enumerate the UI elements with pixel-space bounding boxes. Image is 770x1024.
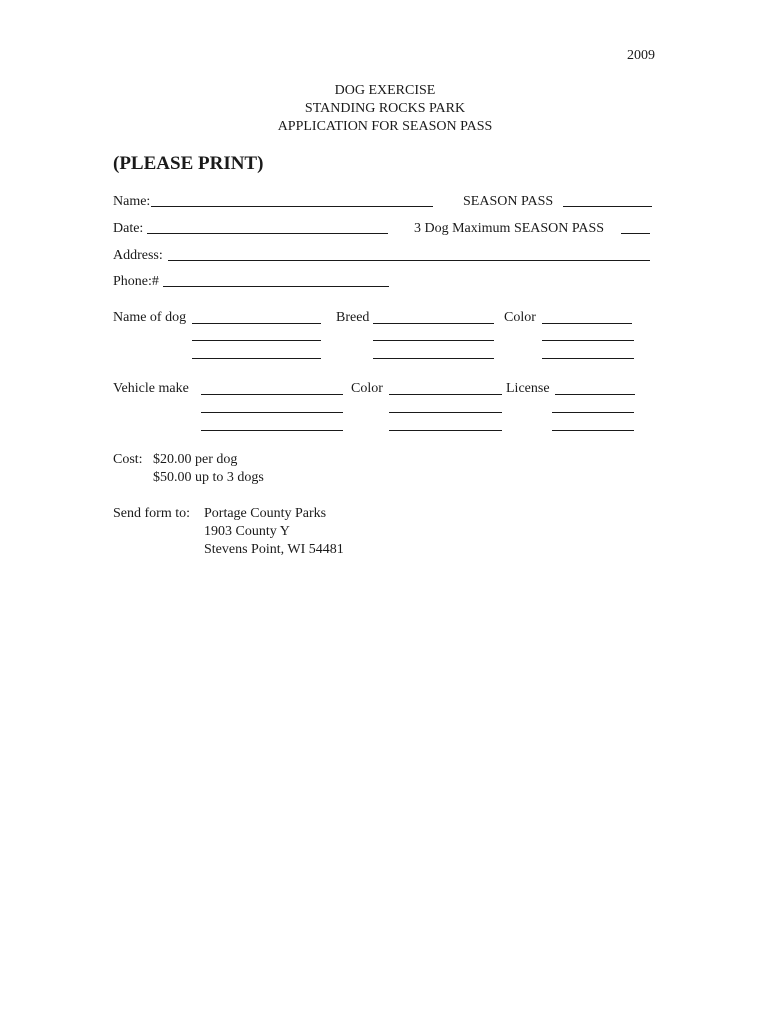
vehicle-make-blank-1[interactable]: [201, 394, 343, 395]
max-season-pass-blank[interactable]: [621, 233, 650, 234]
dog-breed-label: Breed: [336, 310, 370, 325]
vehicle-license-blank-3[interactable]: [552, 430, 634, 431]
send-address-line-2: 1903 County Y: [204, 524, 290, 539]
address-blank[interactable]: [168, 260, 650, 261]
send-address-line-3: Stevens Point, WI 54481: [204, 542, 344, 557]
name-blank[interactable]: [151, 206, 433, 207]
form-title-line-3: APPLICATION FOR SEASON PASS: [277, 119, 493, 134]
vehicle-color-blank-2[interactable]: [389, 412, 502, 413]
date-blank[interactable]: [147, 233, 388, 234]
vehicle-color-label: Color: [351, 381, 383, 396]
form-year: 2009: [627, 48, 655, 63]
max-season-pass-label: 3 Dog Maximum SEASON PASS: [414, 221, 605, 236]
form-title-line-2: STANDING ROCKS PARK: [304, 101, 466, 116]
dog-breed-blank-2[interactable]: [373, 340, 494, 341]
dog-name-blank-3[interactable]: [192, 358, 321, 359]
vehicle-license-blank-2[interactable]: [552, 412, 634, 413]
vehicle-make-label: Vehicle make: [113, 381, 189, 396]
cost-up-to-three-dogs: $50.00 up to 3 dogs: [153, 470, 264, 485]
dog-color-blank-1[interactable]: [542, 323, 632, 324]
dog-name-blank-1[interactable]: [192, 323, 321, 324]
cost-label: Cost:: [113, 452, 143, 467]
dog-breed-blank-1[interactable]: [373, 323, 494, 324]
send-form-label: Send form to:: [113, 506, 190, 521]
season-pass-label: SEASON PASS: [463, 194, 554, 209]
vehicle-color-blank-1[interactable]: [389, 394, 502, 395]
date-label: Date:: [113, 221, 144, 236]
season-pass-blank[interactable]: [563, 206, 652, 207]
phone-label: Phone:#: [113, 274, 159, 289]
vehicle-make-blank-2[interactable]: [201, 412, 343, 413]
cost-per-dog: $20.00 per dog: [153, 452, 238, 467]
dog-color-blank-2[interactable]: [542, 340, 634, 341]
dog-name-label: Name of dog: [113, 310, 187, 325]
vehicle-color-blank-3[interactable]: [389, 430, 502, 431]
name-label: Name:: [113, 194, 151, 209]
vehicle-make-blank-3[interactable]: [201, 430, 343, 431]
phone-blank[interactable]: [163, 286, 389, 287]
dog-breed-blank-3[interactable]: [373, 358, 494, 359]
dog-name-blank-2[interactable]: [192, 340, 321, 341]
vehicle-license-label: License: [506, 381, 550, 396]
send-address-line-1: Portage County Parks: [204, 506, 327, 521]
dog-color-label: Color: [504, 310, 536, 325]
vehicle-license-blank-1[interactable]: [555, 394, 635, 395]
please-print-instruction: (PLEASE PRINT): [113, 153, 264, 174]
dog-color-blank-3[interactable]: [542, 358, 634, 359]
form-title-line-1: DOG EXERCISE: [334, 83, 436, 98]
address-label: Address:: [113, 248, 163, 263]
